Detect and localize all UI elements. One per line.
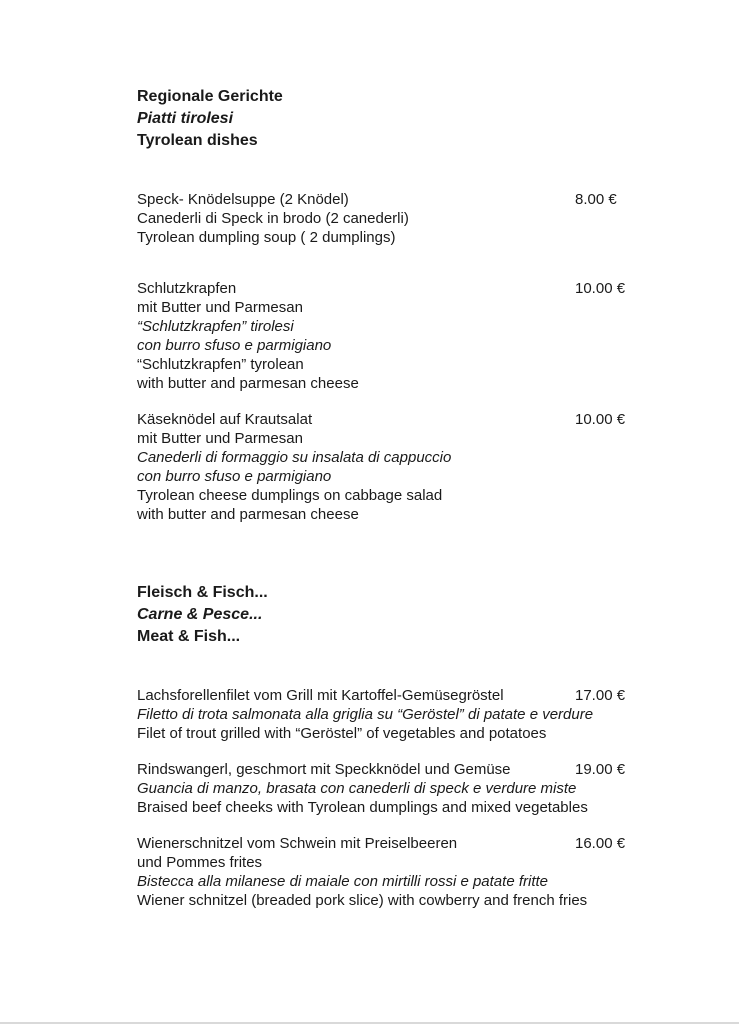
section-title-italian: Carne & Pesce... [137,606,263,623]
item-line-english: Braised beef cheeks with Tyrolean dumplings and mixed vegetables [137,799,588,816]
item-line-italian: con burro sfuso e parmigiano [137,337,332,354]
section-title-english: Tyrolean dishes [137,132,258,149]
menu-item-schlutzkrapfen [137,279,626,393]
section-title-english: Meat & Fish... [137,628,241,645]
item-line-german: mit Butter und Parmesan [137,299,303,316]
section-title-german: Fleisch & Fisch... [137,584,268,601]
item-price: 8.00 € [575,191,617,208]
item-line-german: Käseknödel auf Krautsalat [137,411,313,428]
menu-item-lachsforellenfilet [137,686,626,743]
item-line-italian: “Schlutzkrapfen” tirolesi [137,318,294,335]
section-title-german: Regionale Gerichte [137,88,283,105]
item-price: 17.00 € [575,687,626,704]
item-description [137,760,588,817]
item-line-german: mit Butter und Parmesan [137,430,303,447]
item-description [137,190,575,247]
item-line-english: “Schlutzkrapfen” tyrolean [137,356,304,373]
item-line-english: Tyrolean dumpling soup ( 2 dumplings) [137,229,396,246]
item-line-english: Tyrolean cheese dumplings on cabbage salad [137,487,443,504]
item-line-german: Lachsforellenfilet vom Grill mit Kartoffel-Gemüsegröstel [137,687,504,704]
item-line-english: Wiener schnitzel (breaded pork slice) with cowberry and french fries [137,892,588,909]
section-heading [137,86,623,152]
item-line-english: with butter and parmesan cheese [137,375,359,392]
item-description [137,834,588,910]
menu-item-wienerschnitzel [137,834,626,910]
item-description [137,410,575,524]
menu-item-rindswangerl [137,760,626,817]
item-description [137,686,594,743]
item-description [137,279,575,393]
item-line-italian: con burro sfuso e parmigiano [137,468,332,485]
item-price: 10.00 € [575,411,626,428]
item-line-german: Rindswangerl, geschmort mit Speckknödel und Gemüse [137,761,511,778]
section-title-italian: Piatti tirolesi [137,110,234,127]
item-price: 16.00 € [575,835,626,852]
section-heading [137,582,623,648]
item-line-italian: Filetto di trota salmonata alla griglia su “Geröstel” di patate e verdure [137,706,594,723]
menu-item-speck-knoedelsuppe [137,190,623,247]
menu-item-kaeseknoedel [137,410,626,524]
item-price: 19.00 € [575,761,626,778]
item-line-italian: Canederli di formaggio su insalata di cappuccio [137,449,452,466]
item-line-german: Schlutzkrapfen [137,280,237,297]
section-meat-and-fish [137,582,626,910]
item-line-italian: Guancia di manzo, brasata con canederli di speck e verdure miste [137,780,577,797]
item-line-german: Wienerschnitzel vom Schwein mit Preiselbeeren [137,835,458,852]
item-line-english: with butter and parmesan cheese [137,506,359,523]
item-line-german: Speck- Knödelsuppe (2 Knödel) [137,191,349,208]
item-price: 10.00 € [575,280,626,297]
item-line-italian: Bistecca alla milanese di maiale con mirtilli rossi e patate fritte [137,873,548,890]
item-line-english: Filet of trout grilled with “Geröstel” of vegetables and potatoes [137,725,547,742]
item-line-german: und Pommes frites [137,854,263,871]
section-regional-dishes [137,86,626,524]
item-line-italian: Canederli di Speck in brodo (2 canederli) [137,210,409,227]
